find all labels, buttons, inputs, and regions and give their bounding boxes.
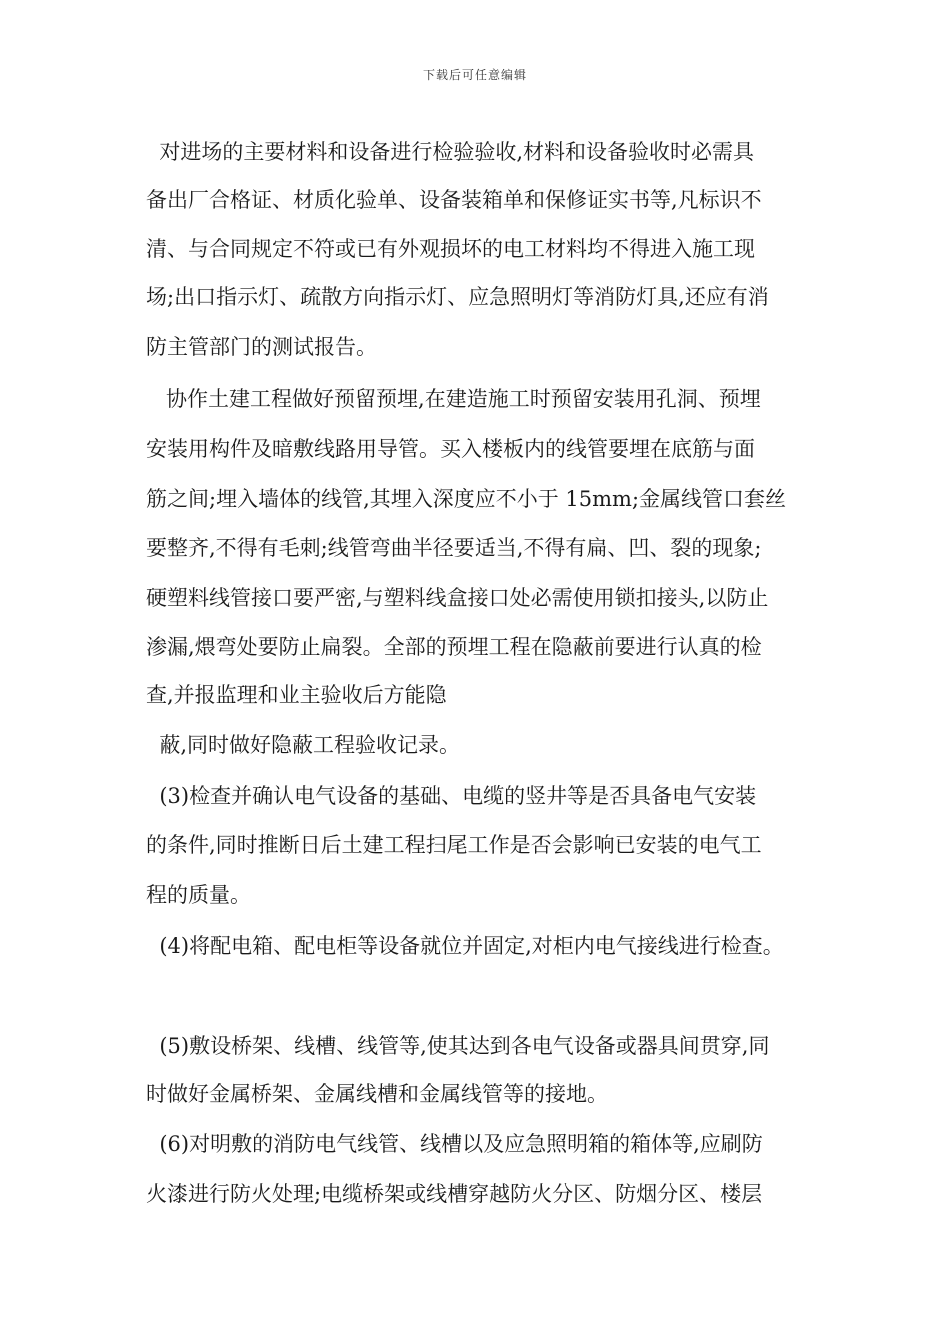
text-line: 查,并报监理和业主验收后方能隐 xyxy=(146,683,447,707)
text-line: 火漆进行防火处理;电缆桥架或线槽穿越防火分区、防烟分区、楼层 xyxy=(146,1182,763,1206)
text-line: 防主管部门的测试报告。 xyxy=(146,335,377,359)
text-line: 清、与合同规定不符或已有外观损坏的电工材料均不得进入施工现 xyxy=(146,237,755,261)
text-line: 安装用构件及暗敷线路用导管。买入楼板内的线管要埋在底筋与面 xyxy=(146,437,755,461)
text-line: (5)敷设桥架、线槽、线管等,使其达到各电气设备或器具间贯穿,同 xyxy=(146,1034,770,1058)
text-line: 要整齐,不得有毛刺;线管弯曲半径要适当,不得有扁、凹、裂的现象; xyxy=(146,536,762,560)
page-header: 下载后可任意编辑 xyxy=(422,68,527,82)
text-line: 协作土建工程做好预留预埋,在建造施工时预留安装用孔洞、预埋 xyxy=(146,387,761,411)
text-line: 硬塑料线管接口要严密,与塑料线盒接口处必需使用锁扣接头,以防止 xyxy=(146,586,769,610)
text-line: 蔽,同时做好隐蔽工程验收记录。 xyxy=(146,733,461,757)
text-line: (4)将配电箱、配电柜等设备就位并固定,对柜内电气接线进行检查。 xyxy=(146,934,784,958)
text-line: 对进场的主要材料和设备进行检验验收,材料和设备验收时必需具 xyxy=(146,140,755,164)
text-line: 程的质量。 xyxy=(146,883,251,907)
text-line: 备出厂合格证、材质化验单、设备装箱单和保修证实书等,凡标识不 xyxy=(146,188,762,212)
text-line: 筋之间;埋入墙体的线管,其埋入深度应不小于 15mm;金属线管口套丝 xyxy=(146,487,787,511)
text-line: (6)对明敷的消防电气线管、线槽以及应急照明箱的箱体等,应刷防 xyxy=(146,1132,763,1156)
text-line: 场;出口指示灯、疏散方向指示灯、应急照明灯等消防灯具,还应有消 xyxy=(146,285,769,309)
text-line: (3)检查并确认电气设备的基础、电缆的竖井等是否具备电气安装 xyxy=(146,784,757,808)
text-line: 时做好金属桥架、金属线槽和金属线管等的接地。 xyxy=(146,1082,608,1106)
text-line: 渗漏,煨弯处要防止扁裂。全部的预埋工程在隐蔽前要进行认真的检 xyxy=(146,635,762,659)
text-line: 的条件,同时推断日后土建工程扫尾工作是否会影响已安装的电气工 xyxy=(146,833,762,857)
